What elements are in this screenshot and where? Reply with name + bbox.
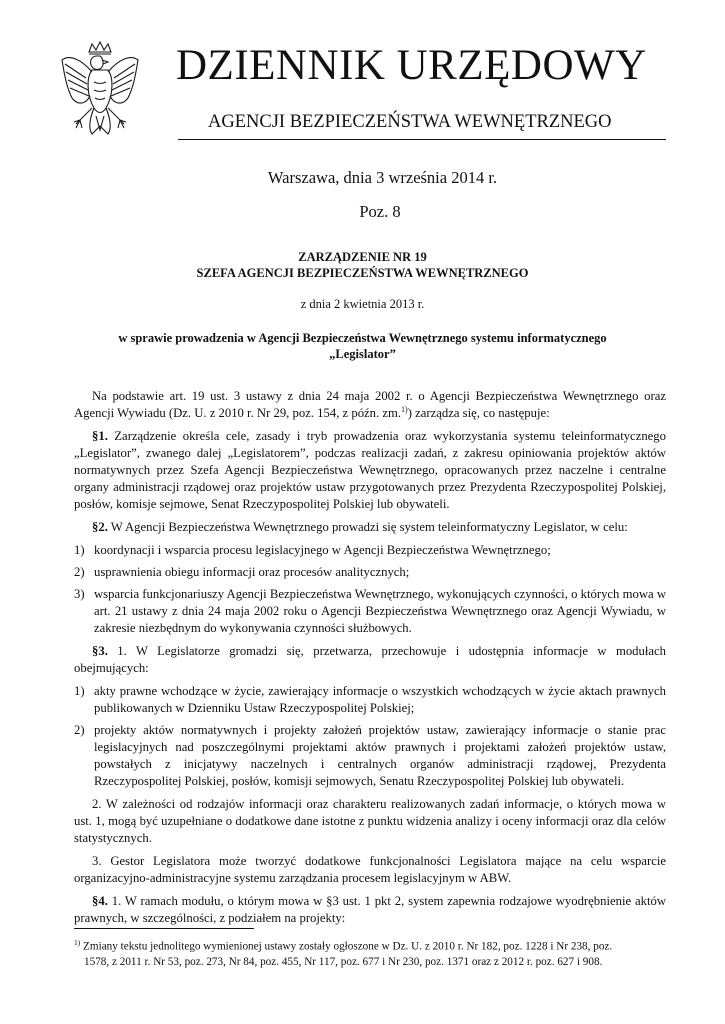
- act-subject-line2: „Legislator”: [329, 347, 396, 361]
- position-number: Poz. 8: [359, 202, 401, 221]
- place-date: Warszawa, dnia 3 września 2014 r.: [267, 168, 498, 187]
- section-2: §2. W Agencji Bezpieczeństwa Wewnętrznego prowadzi się system teleinformatyczny Legislator, w celu:: [92, 520, 628, 534]
- act-heading-issuer: SZEFA AGENCJI BEZPIECZEŃSTWA WEWNĘTRZNEGO: [196, 266, 529, 280]
- section-mark: §2.: [92, 520, 108, 534]
- section-3: §3. 1. W Legislatorze gromadzi się, przetwarza, przechowuje i udostępnia informacje w modułach obejmujących:: [74, 644, 666, 675]
- list-item: 1) akty prawne wchodzące w życie, zawierający informacje o wszystkich wchodzących w życie aktach prawnych publikowanych w Dzienniku Ustaw Rzeczypospolitej Polskiej;: [74, 684, 666, 715]
- section-mark: §3.: [92, 644, 108, 658]
- footnote: $^{1)}$ Zmiany tekstu jednolitego wymienionej ustawy zostały ogłoszone w Dz. U. z 2010 r. Nr 182, poz. 1228 i Nr 238, poz. 1578, z 2011 r. Nr 53, poz. 273, Nr 84, poz. 455, Nr 117, poz. 677 i Nr 230, poz. 1371 oraz z 2012 r. poz. 627 i 908.: [74, 938, 613, 968]
- polish-eagle-emblem-icon: [56, 38, 144, 156]
- section-mark: §4.: [92, 894, 108, 908]
- preamble: Na podstawie art. 19 ust. 3 ustawy z dnia 24 maja 2002 r. o Agencji Bezpieczeństwa Wewnętrznego oraz Agencji Wywiadu (Dz. U. z 2010 r. Nr 29, poz. 154, z późn. zm.$^{1)}$) zarządza się, co następuje:: [74, 389, 666, 420]
- footnote-mark: 1): [74, 938, 81, 947]
- act-heading-title: ZARZĄDZENIE NR 19: [298, 250, 427, 264]
- journal-subtitle: AGENCJI BEZPIECZEŃSTWA WEWNĘTRZNEGO: [208, 112, 612, 132]
- act-subject-line1: w sprawie prowadzenia w Agencji Bezpieczeństwa Wewnętrznego systemu informatycznego: [118, 331, 607, 345]
- section-2-list: [74, 542, 666, 637]
- footnote-separator: [74, 928, 254, 929]
- section-3-list: [74, 683, 666, 790]
- section-3-paragraph-3: 3. Gestor Legislatora może tworzyć dodatkowe funkcjonalności Legislatora mające na celu wsparcie organizacyjno-administracyjne systemu zarządzania procesem legislacyjnym w ABW.: [74, 854, 666, 885]
- list-item: 1) koordynacji i wsparcia procesu legislacyjnego w Agencji Bezpieczeństwa Wewnętrznego;: [74, 543, 551, 557]
- section-mark: §1.: [92, 429, 108, 443]
- list-item: 2) usprawnienia obiegu informacji oraz procesów analitycznych;: [74, 565, 410, 579]
- section-1: §1. Zarządzenie określa cele, zasady i tryb prowadzenia oraz wykorzystania systemu teleinformatycznego „Legislator”, zwanego dalej „Legislatorem”, podczas realizacji zadań, z zakresu opiniowania projektów aktów normatywnych przez Szefa Agencji Bezpieczeństwa Wewnętrznego, opracowanych przez naczelne i centralne organy administracji rządowej oraz projektów ustaw przygotowanych przez Prezydenta Rzeczypospolitej Polskiej, posłów, komisje sejmowe, Senat Rzeczypospolitej Polskiej lub obywateli.: [74, 429, 666, 511]
- footnote-reference: 1): [401, 404, 408, 414]
- document-body: [74, 388, 666, 933]
- section-4: §4. 1. W ramach modułu, o którym mowa w §3 ust. 1 pkt 2, system zapewnia rodzajowe wyodrębnienie aktów prawnych, w szczególności, z podziałem na projekty:: [74, 894, 666, 925]
- header-rule: [178, 139, 666, 140]
- list-item: 3) wsparcia funkcjonariuszy Agencji Bezpieczeństwa Wewnętrznego, wykonujących czynności, o których mowa w art. 21 ustawy z dnia 24 maja 2002 roku o Agencji Bezpieczeństwa Wewnętrznego oraz Agencji Wywiadu, w zakresie niezbędnym do wykonywania czynności służbowych.: [74, 587, 666, 635]
- journal-title: DZIENNIK URZĘDOWY: [176, 42, 647, 89]
- section-3-paragraph-2: 2. W zależności od rodzajów informacji oraz charakteru realizowanych zadań informacje, o których mowa w ust. 1, mogą być uzupełniane o dodatkowe dane istotne z punktu widzenia analizy i oceny informacji oraz dla celów statystycznych.: [74, 797, 666, 845]
- list-item: 2) projekty aktów normatywnych i projekty założeń projektów ustaw, zawierający informacje o stanie prac legislacyjnych nad poszczególnymi projektami aktów prawnych i projektami założeń projektów ustaw, powstałych z inicjatywy naczelnych i centralnych organów administracji rządowej, Prezydenta Rzeczypospolitej Polskiej, posłów, komisji sejmowych, Senatu Rzeczypospolitej Polskiej lub obywateli.: [74, 723, 666, 788]
- act-date: z dnia 2 kwietnia 2013 r.: [300, 297, 425, 311]
